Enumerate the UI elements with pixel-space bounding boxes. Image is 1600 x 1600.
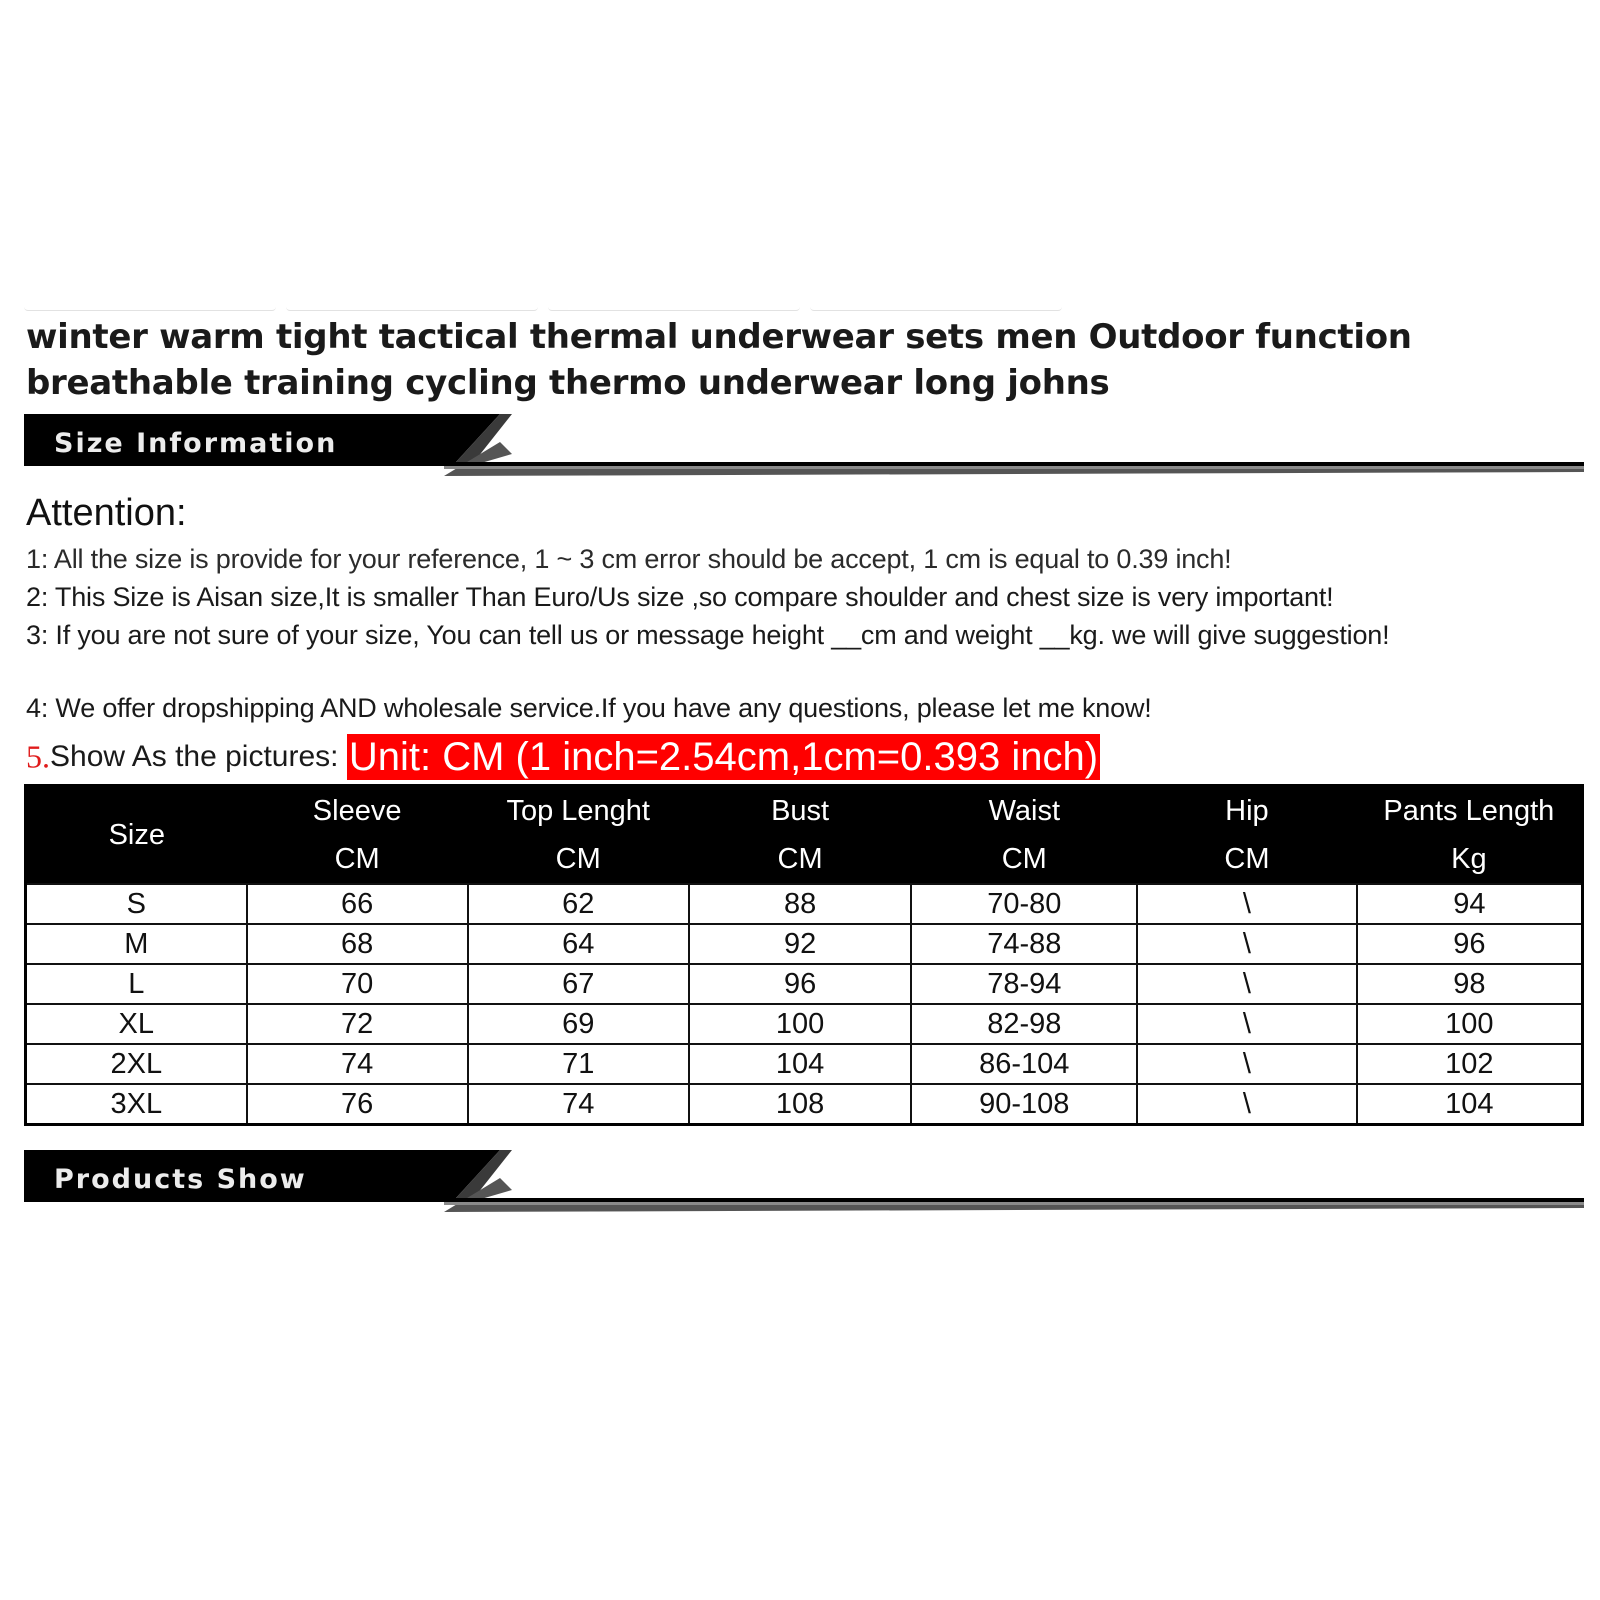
table-cell: S	[26, 884, 247, 924]
column-header-hip	[1137, 786, 1357, 885]
table-cell: 78-94	[911, 964, 1137, 1004]
product-title: winter warm tight tactical thermal underwear sets men Outdoor function breathable training cycling thermo underwear long johns	[26, 317, 1412, 403]
table-cell: 94	[1357, 884, 1583, 924]
table-cell: 108	[689, 1084, 912, 1125]
table-cell: 82-98	[911, 1004, 1137, 1044]
table-cell: 90-108	[911, 1084, 1137, 1125]
column-header-sleeve	[247, 786, 468, 885]
table-row	[26, 1004, 1583, 1044]
tab-placeholder	[24, 300, 276, 311]
header-label: Hip	[1225, 795, 1269, 827]
note-2: 2: This Size is Aisan size,It is smaller Than Euro/Us size ,so compare shoulder and chest size is very important!	[26, 582, 1334, 612]
table-row	[26, 924, 1583, 964]
table-cell: \	[1137, 884, 1357, 924]
table-cell: 96	[689, 964, 912, 1004]
column-header-top-length	[468, 786, 689, 885]
table-cell: 74	[247, 1044, 468, 1084]
show-as-pictures-line	[26, 734, 1100, 780]
header-unit: Kg	[1451, 843, 1487, 875]
table-cell: 71	[468, 1044, 689, 1084]
header-label: Bust	[771, 795, 830, 827]
unit-conversion-badge: Unit: CM (1 inch=2.54cm,1cm=0.393 inch)	[348, 735, 1099, 779]
header-label: Size	[108, 819, 165, 851]
table-cell: 74	[468, 1084, 689, 1125]
table-cell: 67	[468, 964, 689, 1004]
table-cell: \	[1137, 924, 1357, 964]
note-4: 4: We offer dropshipping AND wholesale service.If you have any questions, please let me know!	[26, 693, 1152, 723]
tab-strip	[24, 300, 1084, 314]
table-cell: 3XL	[26, 1084, 247, 1125]
table-row	[26, 884, 1583, 924]
table-cell: 70	[247, 964, 468, 1004]
size-information-header	[24, 414, 1584, 476]
column-header-bust	[689, 786, 912, 885]
table-cell: \	[1137, 1004, 1357, 1044]
header-unit: CM	[1224, 843, 1270, 875]
table-cell: 96	[1357, 924, 1583, 964]
table-cell: 68	[247, 924, 468, 964]
table-row	[26, 1044, 1583, 1084]
header-label: Sleeve	[312, 795, 402, 827]
tab-placeholder	[548, 300, 800, 311]
table-cell: 100	[689, 1004, 912, 1044]
table-cell: 76	[247, 1084, 468, 1125]
header-unit: CM	[555, 843, 601, 875]
table-cell: 102	[1357, 1044, 1583, 1084]
table-header-row	[26, 786, 1583, 885]
note-3: 3: If you are not sure of your size, You can tell us or message height __cm and weight __kg. we will give suggestion!	[26, 620, 1390, 650]
column-header-pants-length	[1357, 786, 1583, 885]
column-header-waist	[911, 786, 1137, 885]
table-cell: \	[1137, 1084, 1357, 1125]
note-1: 1: All the size is provide for your reference, 1 ~ 3 cm error should be accept, 1 cm is equal to 0.39 inch!	[26, 544, 1232, 574]
table-cell: 86-104	[911, 1044, 1137, 1084]
header-label: Top Lenght	[506, 795, 650, 827]
table-cell: XL	[26, 1004, 247, 1044]
tab-placeholder	[286, 300, 538, 311]
table-cell: 74-88	[911, 924, 1137, 964]
table-cell: 104	[689, 1044, 912, 1084]
table-cell: 100	[1357, 1004, 1583, 1044]
products-show-header	[24, 1150, 1584, 1212]
note-5-text: Show As the pictures:	[50, 740, 347, 773]
table-cell: 88	[689, 884, 912, 924]
note-5-number: 5.	[26, 738, 50, 775]
table-cell: \	[1137, 964, 1357, 1004]
section-title: Products Show	[54, 1164, 307, 1195]
tab-placeholder	[810, 300, 1062, 311]
table-row	[26, 964, 1583, 1004]
section-title: Size Information	[54, 428, 338, 459]
header-unit: CM	[1001, 843, 1047, 875]
table-cell: 70-80	[911, 884, 1137, 924]
size-chart-table	[24, 784, 1584, 1126]
table-cell: 62	[468, 884, 689, 924]
header-unit: CM	[777, 843, 823, 875]
table-cell: 98	[1357, 964, 1583, 1004]
table-cell: 64	[468, 924, 689, 964]
table-cell: 104	[1357, 1084, 1583, 1125]
column-header-size	[26, 786, 247, 885]
table-cell: 92	[689, 924, 912, 964]
attention-heading: Attention:	[26, 492, 187, 534]
table-cell: \	[1137, 1044, 1357, 1084]
table-cell: 66	[247, 884, 468, 924]
table-cell: 69	[468, 1004, 689, 1044]
table-cell: M	[26, 924, 247, 964]
table-cell: L	[26, 964, 247, 1004]
header-label: Pants Length	[1383, 795, 1555, 827]
table-cell: 2XL	[26, 1044, 247, 1084]
header-unit: CM	[334, 843, 380, 875]
table-cell: 72	[247, 1004, 468, 1044]
header-label: Waist	[988, 795, 1061, 827]
table-row	[26, 1084, 1583, 1125]
